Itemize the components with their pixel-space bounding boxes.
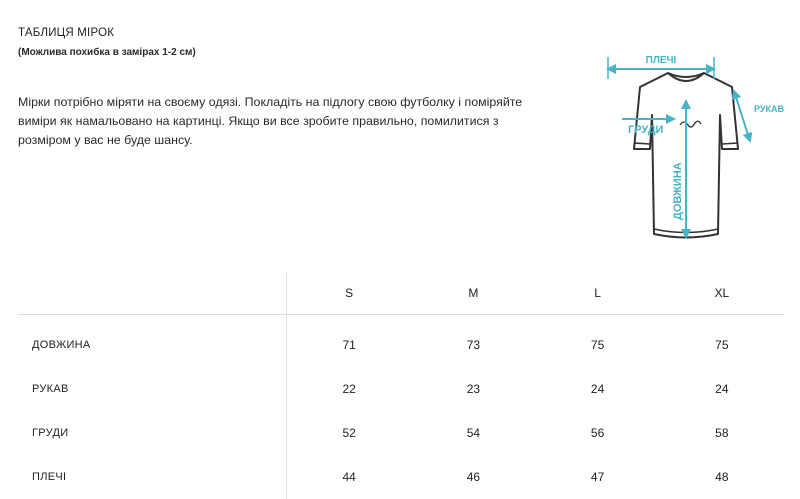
table-cell: 71	[342, 338, 356, 352]
table-header-empty	[18, 271, 287, 315]
table-cell: 73	[466, 338, 481, 352]
table-cell: 58	[715, 426, 729, 440]
table-header-row	[18, 271, 784, 315]
row-label-chest: ГРУДИ	[18, 411, 287, 455]
table-cell: 46	[466, 470, 481, 484]
sleeve-label: РУКАВ	[754, 104, 784, 114]
table-cell: 52	[342, 426, 356, 440]
size-chart-table	[18, 271, 784, 499]
measurement-instructions: Мірки потрібно міряти на своєму одязі. Покладіть на підлогу свою футболку і поміряйте виміри як намальовано на картинці. Якщо ви все зробите правильно, помилитися з розміром у вас не буде шансу.	[18, 95, 523, 147]
table-row	[18, 455, 784, 499]
row-label-shoulders: ПЛЕЧІ	[18, 455, 287, 499]
table-cell: 24	[715, 382, 729, 396]
size-header-xl: XL	[714, 285, 730, 300]
table-cell: 75	[715, 338, 729, 352]
table-cell: 24	[590, 382, 605, 396]
chest-label: ГРУДИ	[628, 124, 664, 136]
table-cell: 47	[590, 470, 605, 484]
size-header-m: M	[468, 285, 479, 300]
size-header-s: S	[345, 285, 354, 300]
table-cell: 23	[466, 382, 481, 396]
length-label: ДОВЖИНА	[672, 162, 684, 220]
table-cell: 48	[715, 470, 729, 484]
table-row	[18, 367, 784, 411]
row-label-length: ДОВЖИНА	[18, 315, 287, 368]
table-cell: 22	[342, 382, 356, 396]
table-cell: 44	[342, 470, 356, 484]
size-header-l: L	[594, 285, 601, 300]
tshirt-diagram-svg	[588, 15, 784, 255]
table-row	[18, 315, 784, 368]
page-title: ТАБЛИЦЯ МІРОК	[18, 27, 115, 39]
table-cell: 56	[590, 426, 605, 440]
table-cell: 75	[590, 338, 605, 352]
tshirt-measurement-illustration	[588, 15, 784, 255]
page-subtitle: (Можлива похибка в замірах 1-2 см)	[18, 47, 196, 58]
row-label-sleeve: РУКАВ	[18, 367, 287, 411]
table-row	[18, 411, 784, 455]
shoulders-label: ПЛЕЧІ	[645, 55, 677, 66]
table-cell: 54	[466, 426, 481, 440]
